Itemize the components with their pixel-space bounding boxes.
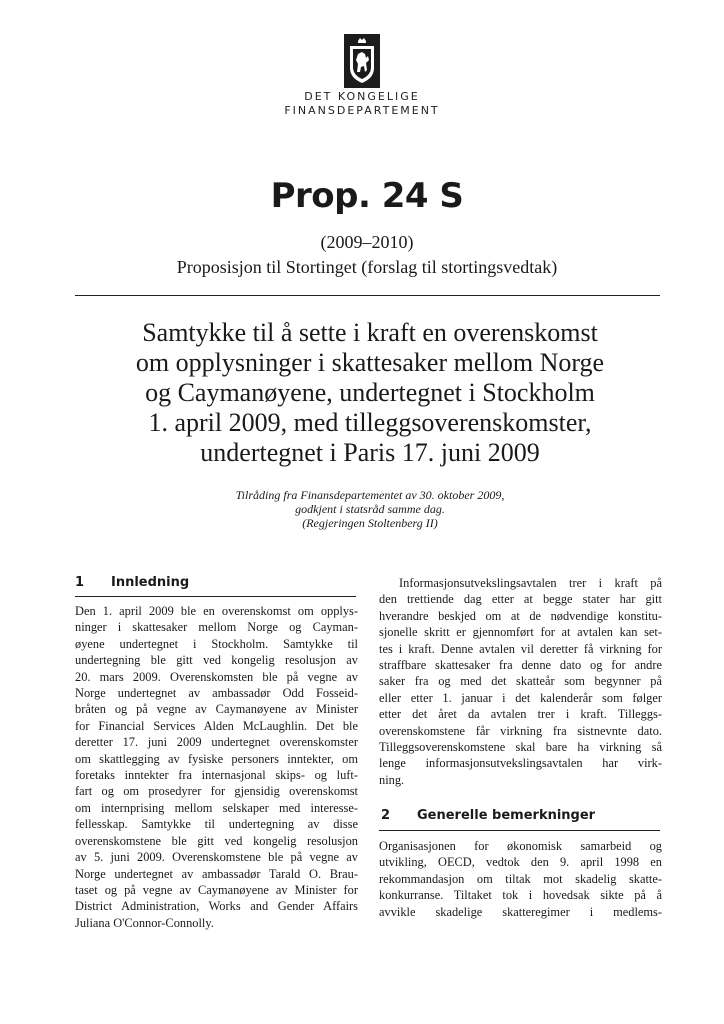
main-title-line: om opplysninger i skattesaker mellom Norge <box>135 348 605 377</box>
section-number: 2 <box>381 808 391 823</box>
body-line: etter det året da avtalen trer i kraft. Tilleggs- <box>379 707 662 722</box>
body-line: hverandre beskjed om at de nødvendige konstitu- <box>379 608 662 623</box>
body-line: Norge undertegnet av ambassadør Tarald O. Brau- <box>75 866 358 881</box>
body-line: 20. mars 2009. Overenskomsten ble på vegne av <box>75 669 358 684</box>
body-line: Juliana O'Connor-Connolly. <box>75 915 214 930</box>
title-divider <box>75 295 660 296</box>
main-title-line: 1. april 2009, med tilleggsoverenskomster, <box>148 408 592 437</box>
section-2-heading <box>381 808 595 823</box>
recommendation-line: Tilråding fra Finansdepartementet av 30. oktober 2009, <box>235 488 505 502</box>
section-2-body <box>379 838 662 920</box>
royal-coat-of-arms-icon <box>344 34 380 88</box>
section-1-divider <box>75 596 356 597</box>
recommendation-line: (Regjeringen Stoltenberg II) <box>302 516 438 530</box>
body-line: ninger i skattesaker mellom Norge og Cayman- <box>75 620 358 635</box>
body-line: saker fra og med det skatteår som begynner på <box>379 674 662 689</box>
section-1-heading <box>75 575 189 590</box>
recommendation-note <box>75 488 665 530</box>
body-line: Den 1. april 2009 ble en overenskomst om opplys- <box>75 604 358 618</box>
body-line: overenskomstene ble gitt ved kongelig resolusjon <box>75 833 358 848</box>
proposition-subtitle: Proposisjon til Stortinget (forslag til stortingsvedtak) <box>176 257 558 277</box>
department-name-line2: FINANSDEPARTEMENT <box>284 104 440 117</box>
main-title-line: og Caymanøyene, undertegnet i Stockholm <box>145 378 595 407</box>
body-line: ning. <box>379 772 405 787</box>
proposition-title: Prop. 24 S <box>270 176 464 216</box>
body-line: foretaks inntekter fra internasjonal skips- og luft- <box>75 768 358 783</box>
body-line: for Financial Services Alden McLaughlin. Det ble <box>75 718 358 733</box>
body-line: District Administration, Works and Gender Affairs <box>75 899 358 914</box>
main-title-line: undertegnet i Paris 17. juni 2009 <box>200 438 540 467</box>
body-line: utvikling, OECD, vedtok den 9. april 1998 en <box>379 855 662 870</box>
body-line: tes i kraft. Denne avtalen vil deretter få virkning for <box>379 641 662 656</box>
section-1-continued-body <box>379 575 662 788</box>
body-line: eller etter 1. januar i det kalenderår som følger <box>379 690 662 705</box>
body-line: taset og på vegne av Caymanøyene av Minister for <box>75 882 358 897</box>
body-line: straffbare skattesaker fra denne dato og for andre <box>379 658 662 673</box>
body-line: overenskomstene får virkning fra sistnevnte dato. <box>379 723 662 738</box>
body-line: av 5. juni 2009. Overenskomstene ble på vegne av <box>75 850 358 865</box>
body-line: fellesskap. Samtykke til undertegning av disse <box>75 817 358 832</box>
body-line: Norge undertegnet av ambassadør Odd Fosseid- <box>75 686 358 701</box>
body-line: Informasjonsutvekslingsavtalen trer i kraft på <box>399 576 662 590</box>
body-line: rekommandasjon om tiltak mot skadelig skatte- <box>379 871 662 886</box>
body-line: om skattlegging av fysiske personers inntekter, om <box>75 751 358 766</box>
body-line: undertegning ble gitt ved kongelig resolusjon av <box>75 653 358 668</box>
body-line: bråten og på vegne av Caymanøyene av Minister <box>75 702 358 717</box>
section-1-body <box>75 603 358 931</box>
body-line: fart og om prosedyrer for gjensidig overenskomst <box>75 784 358 799</box>
department-name-line1: DET KONGELIGE <box>304 90 420 103</box>
section-2-divider <box>379 830 660 831</box>
main-title <box>75 318 665 468</box>
section-title: Generelle bemerkninger <box>417 808 596 823</box>
body-line: Organisasjonen for økonomisk samarbeid og <box>379 839 662 853</box>
body-line: den trettiende dag etter at begge stater har gitt <box>379 592 662 607</box>
body-line: Tilleggsoverenskomstene skal bare ha virkning så <box>379 740 662 755</box>
session-years: (2009–2010) <box>320 232 414 252</box>
body-line: avvikle skadelige skatteregimer i medlems- <box>379 904 662 919</box>
body-line: om internprising mellom selskaper med interesse- <box>75 800 358 815</box>
section-number: 1 <box>75 575 85 590</box>
main-title-line: Samtykke til å sette i kraft en overenskomst <box>142 318 598 347</box>
body-line: øyene undertegnet i Stockholm. Samtykke til <box>75 636 358 651</box>
section-title: Innledning <box>111 575 190 590</box>
body-line: konkurranse. Tiltaket tok i hovedsak sikte på å <box>379 888 662 903</box>
body-line: sjonelle skritt er gjennomført for at avtalen kan set- <box>379 625 662 640</box>
recommendation-line: godkjent i statsråd samme dag. <box>295 502 445 516</box>
body-line: lenge informasjonsutvekslingsavtalen har virk- <box>379 756 662 771</box>
body-line: deretter 17. juni 2009 undertegnet overenskomster <box>75 735 358 750</box>
